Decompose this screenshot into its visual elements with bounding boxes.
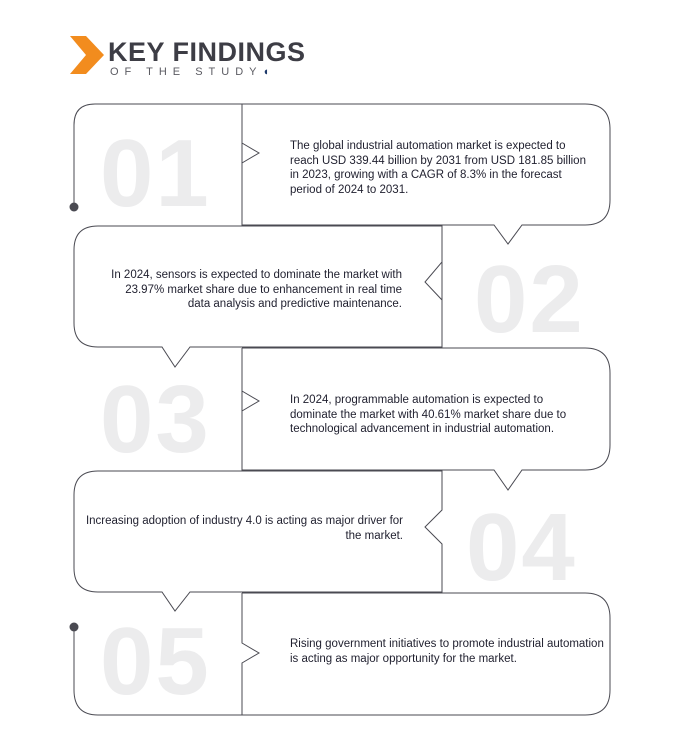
page-subtitle: OF THE STUDY◖ <box>110 66 270 78</box>
box-1-left-arc <box>74 104 95 207</box>
finding-number-02: 02 <box>474 246 585 353</box>
start-dot <box>70 203 79 212</box>
box-3-divider <box>242 348 259 470</box>
end-dot <box>70 623 79 632</box>
finding-text-01: The global industrial automation market is expected to reach USD 339.44 billion by 2031 from USD 181.85 billion in 2023, growing with a CAGR of 8.3% in the forecast period of 2024 to 2031. <box>290 140 586 196</box>
half-circle-icon: ◖ <box>262 66 270 78</box>
finding-text-03: In 2024, programmable automation is expected to dominate the market with 40.61% market share due to technological advancement in industrial automation. <box>290 394 567 435</box>
finding-number-01: 01 <box>100 120 211 227</box>
finding-number-03: 03 <box>100 366 211 473</box>
finding-number-04: 04 <box>466 494 577 601</box>
finding-text-04: Increasing adoption of industry 4.0 is acting as major driver for the market. <box>85 515 403 542</box>
box-1-divider <box>242 104 259 225</box>
finding-text-02: In 2024, sensors is expected to dominate the market with 23.97% market share due to enhancement in real time data analysis and predictive maintenance. <box>111 269 402 310</box>
page-title: KEY FINDINGS <box>108 37 306 67</box>
finding-number-05: 05 <box>100 608 211 715</box>
finding-text-05: Rising government initiatives to promote industrial automation is acting as major opportunity for the market. <box>290 638 604 665</box>
box-5-divider <box>242 593 259 715</box>
